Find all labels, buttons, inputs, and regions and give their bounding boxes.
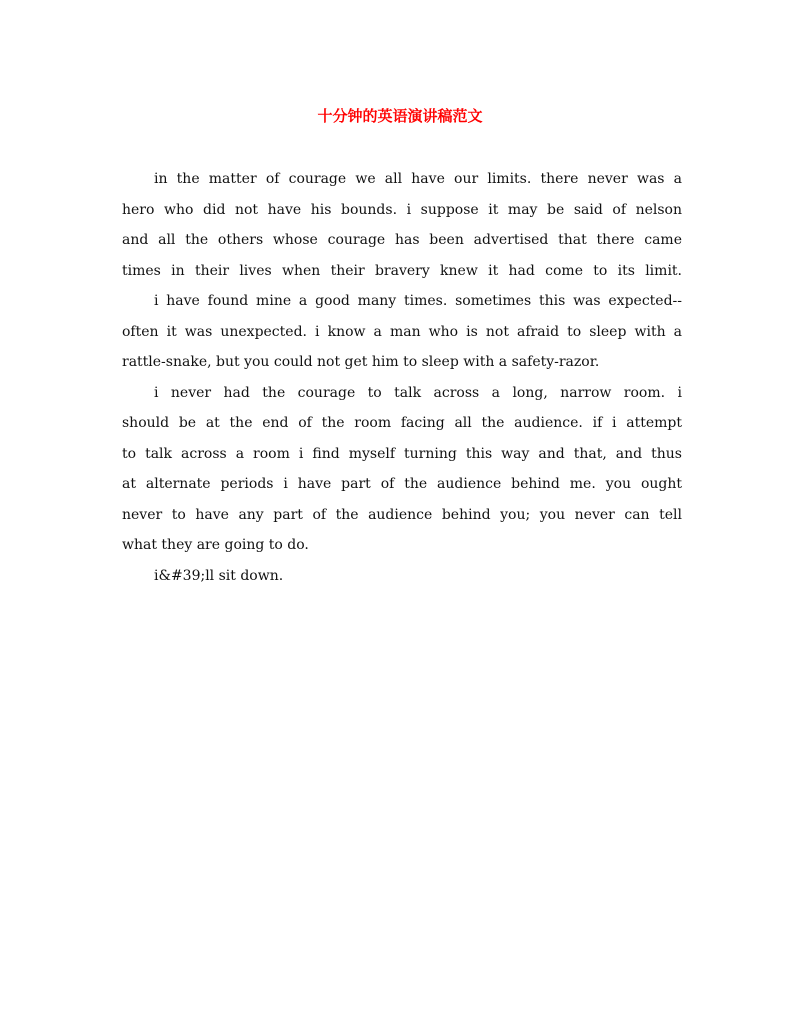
paragraph — [122, 168, 682, 290]
text-line: hero who did not have his bounds. i suppose it may be said of nelson — [122, 201, 682, 218]
text-line: at alternate periods i have part of the audience behind me. you ought — [122, 476, 682, 492]
text-line: and all the others whose courage has been advertised that there came — [122, 232, 682, 248]
text-line: i never had the courage to talk across a long, narrow room. i — [154, 384, 682, 401]
text-line: in the matter of courage we all have our limits. there never was a — [154, 171, 682, 187]
paragraph — [122, 290, 682, 382]
document-body — [122, 168, 682, 595]
text-line: rattle-snake, but you could not get him to sleep with a safety-razor. — [122, 354, 600, 370]
paragraph — [122, 565, 682, 596]
paragraph — [122, 382, 682, 565]
text-line: often it was unexpected. i know a man who is not afraid to sleep with a — [122, 323, 682, 340]
text-line: should be at the end of the room facing all the audience. if i attempt — [122, 415, 682, 431]
text-line: what they are going to do. — [122, 537, 309, 553]
text-line: i have found mine a good many times. sometimes this was expected-- — [154, 293, 682, 309]
text-line: times in their lives when their bravery knew it had come to its limit. — [122, 262, 682, 279]
text-line: never to have any part of the audience behind you; you never can tell — [122, 506, 682, 523]
text-line: to talk across a room i find myself turning this way and that, and thus — [122, 445, 682, 462]
document-title: 十分钟的英语演讲稿范文 — [317, 107, 483, 125]
text-line: i&#39;ll sit down. — [154, 567, 284, 584]
